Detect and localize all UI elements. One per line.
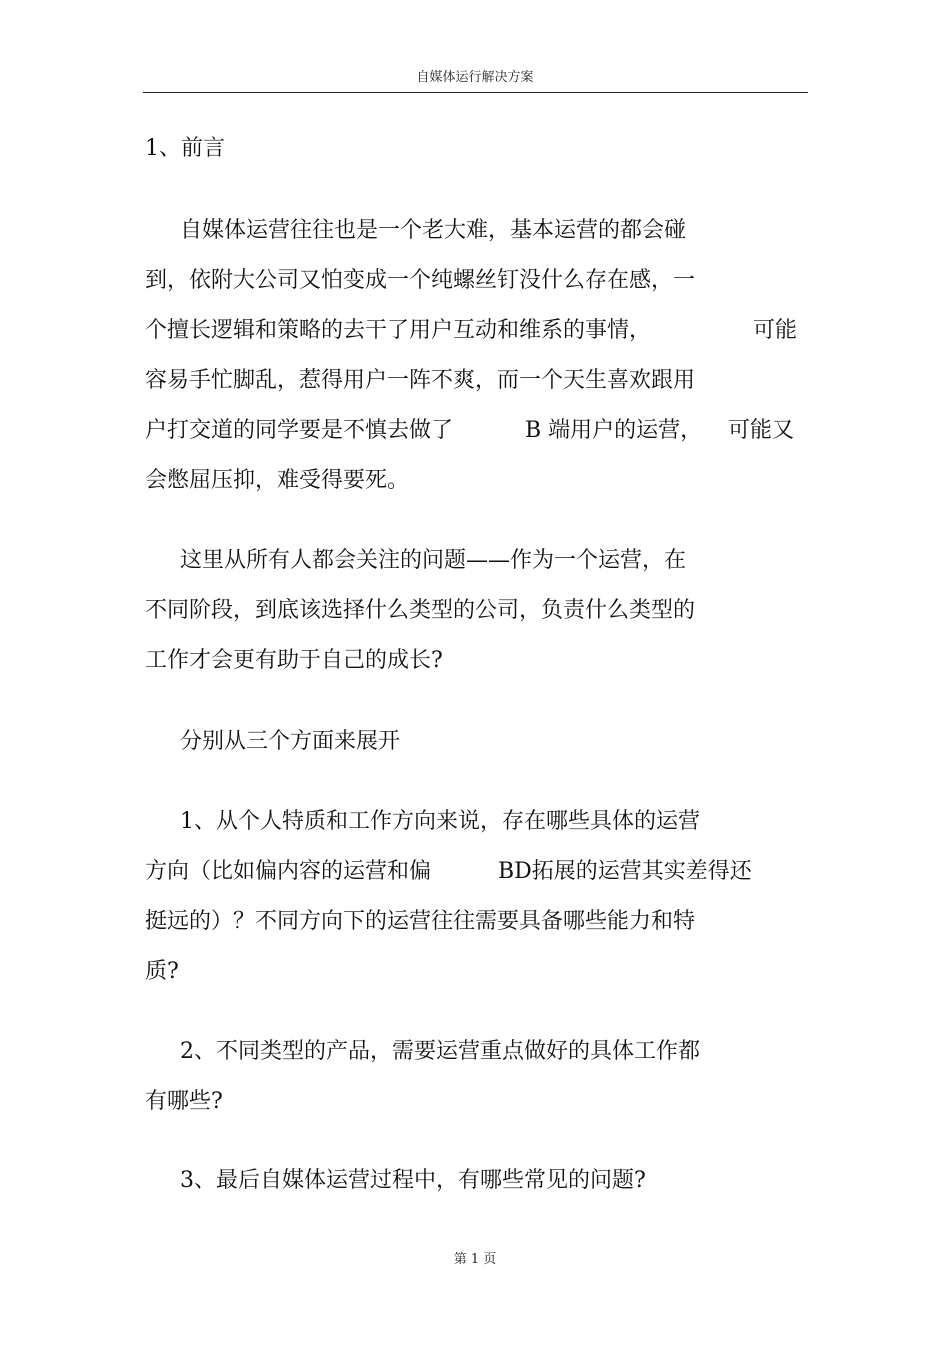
- list-item-line: 有哪些?: [145, 1089, 223, 1114]
- paragraph-line: 这里从所有人都会关注的问题——作为一个运营，在: [180, 548, 687, 573]
- paragraph-line: 会憋屈压抑，难受得要死。: [145, 468, 410, 493]
- section-heading: 1、前言: [145, 136, 225, 161]
- paragraph-line: 户打交道的同学要是不慎去做了: [145, 418, 454, 443]
- list-item-line: 质?: [145, 959, 179, 984]
- page-number: 第 1 页: [453, 1252, 497, 1267]
- list-item-line: 挺远的）？不同方向下的运营往往需要具备哪些能力和特: [145, 909, 696, 934]
- paragraph-line-middle: B 端用户的运营，: [525, 418, 703, 443]
- list-item-line: 1、从个人特质和工作方向来说，存在哪些具体的运营: [180, 809, 700, 834]
- paragraph-line-tail: 可能: [753, 318, 798, 343]
- list-item-line-tail: BD拓展的运营其实差得还: [498, 859, 752, 884]
- paragraph-line: 个擅长逻辑和策略的去干了用户互动和维系的事情，: [145, 318, 652, 343]
- paragraph-line: 分别从三个方面来展开: [180, 729, 401, 754]
- list-item-line: 2、不同类型的产品，需要运营重点做好的具体工作都: [180, 1039, 700, 1064]
- paragraph-line: 工作才会更有助于自己的成长?: [145, 648, 443, 673]
- list-item-line: 方向（比如偏内容的运营和偏: [145, 859, 432, 884]
- paragraph-line: 自媒体运营往往也是一个老大难，基本运营的都会碰: [180, 218, 687, 243]
- header-divider: [143, 92, 808, 93]
- paragraph-line: 容易手忙脚乱，惹得用户一阵不爽，而一个天生喜欢跟用: [145, 368, 696, 393]
- document-title: 自媒体运行解决方案: [416, 70, 534, 85]
- list-item-line: 3、最后自媒体运营过程中，有哪些常见的问题?: [180, 1168, 646, 1193]
- paragraph-line-tail: 可能又: [728, 418, 795, 443]
- paragraph-line: 到，依附大公司又怕变成一个纯螺丝钉没什么存在感，一: [145, 268, 696, 293]
- paragraph-line: 不同阶段，到底该选择什么类型的公司，负责什么类型的: [145, 598, 696, 623]
